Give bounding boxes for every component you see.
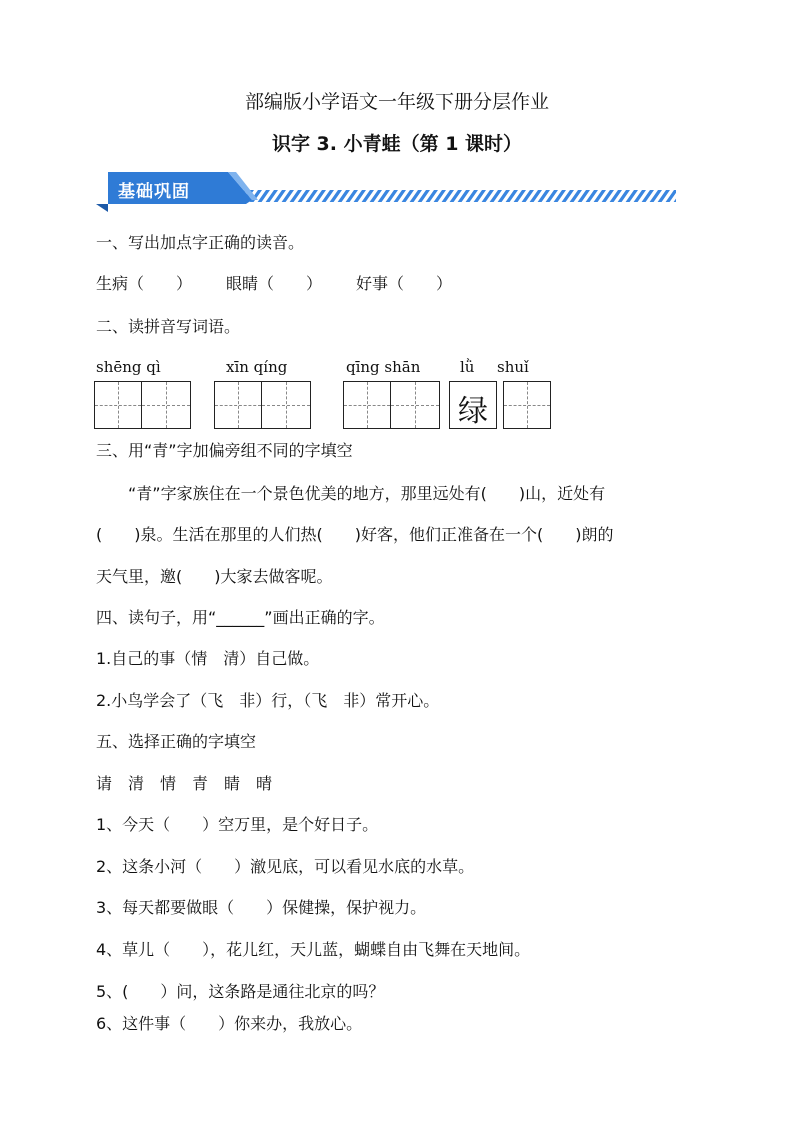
pinyin-2: xīn qíng	[226, 358, 288, 376]
q3-line-1: “青”字家族住在一个景色优美的地方，那里远处有( )山，近处有	[128, 484, 606, 503]
writing-cell[interactable]	[343, 381, 391, 429]
writing-grid-1[interactable]	[94, 381, 191, 429]
q4-item-2: 2.小鸟学会了（飞 非）行，（飞 非）常开心。	[96, 691, 440, 710]
q1-item-3: 好事（ ）	[356, 274, 453, 293]
q5-item-2: 2、这条小河（ ）澈见底，可以看见水底的水草。	[96, 857, 475, 876]
writing-cell[interactable]	[142, 381, 191, 429]
q1-item-1: 生病（ ）	[96, 274, 193, 293]
q5-item-5: 5、( ）问，这条路是通往北京的吗？	[96, 982, 385, 1001]
writing-cell[interactable]	[391, 381, 440, 429]
filled-char: 绿	[458, 394, 488, 429]
writing-cell[interactable]	[503, 381, 551, 429]
filled-cell	[449, 381, 497, 429]
q5-title: 五、选择正确的字填空	[96, 732, 257, 751]
q5-item-6: 6、这件事（ ）你来办，我放心。	[96, 1014, 363, 1033]
q3-line-3: 天气里，邀( )大家去做客呢。	[96, 567, 333, 586]
writing-cell[interactable]	[262, 381, 311, 429]
writing-cell[interactable]	[94, 381, 142, 429]
writing-grid-4	[449, 381, 497, 429]
q5-item-4: 4、草儿（ ），花儿红，天儿蓝，蝴蝶自由飞舞在天地间。	[96, 940, 531, 959]
banner-label: 基础巩固	[118, 182, 190, 202]
writing-cell[interactable]	[214, 381, 262, 429]
pinyin-5: shuǐ	[497, 358, 529, 376]
pinyin-4: lǜ	[460, 358, 475, 376]
writing-grid-3[interactable]	[343, 381, 440, 429]
writing-grid-2[interactable]	[214, 381, 311, 429]
writing-grid-5[interactable]	[503, 381, 551, 429]
q5-item-3: 3、每天都要做眼（ ）保健操，保护视力。	[96, 898, 427, 917]
lesson-title: 识字 3. 小青蛙（第 1 课时）	[271, 133, 523, 155]
q1-item-2: 眼睛（ ）	[226, 274, 323, 293]
q1-title: 一、写出加点字正确的读音。	[96, 233, 305, 252]
q4-title: 四、读句子，用“______”画出正确的字。	[96, 608, 385, 627]
pinyin-3: qīng shān	[346, 358, 421, 376]
q4-item-1: 1.自己的事（情 清）自己做。	[96, 649, 320, 668]
q5-item-1: 1、今天（ ）空万里，是个好日子。	[96, 815, 379, 834]
q5-choices: 请 清 情 青 睛 晴	[96, 774, 273, 793]
worksheet-header: 部编版小学语文一年级下册分层作业	[244, 91, 549, 113]
pinyin-1: shēng qì	[96, 358, 161, 376]
q2-title: 二、读拼音写词语。	[96, 317, 241, 336]
q3-title: 三、用“青”字加偏旁组不同的字填空	[96, 441, 353, 460]
q3-line-2: ( )泉。生活在那里的人们热( )好客，他们正准备在一个( )朗的	[96, 525, 614, 544]
